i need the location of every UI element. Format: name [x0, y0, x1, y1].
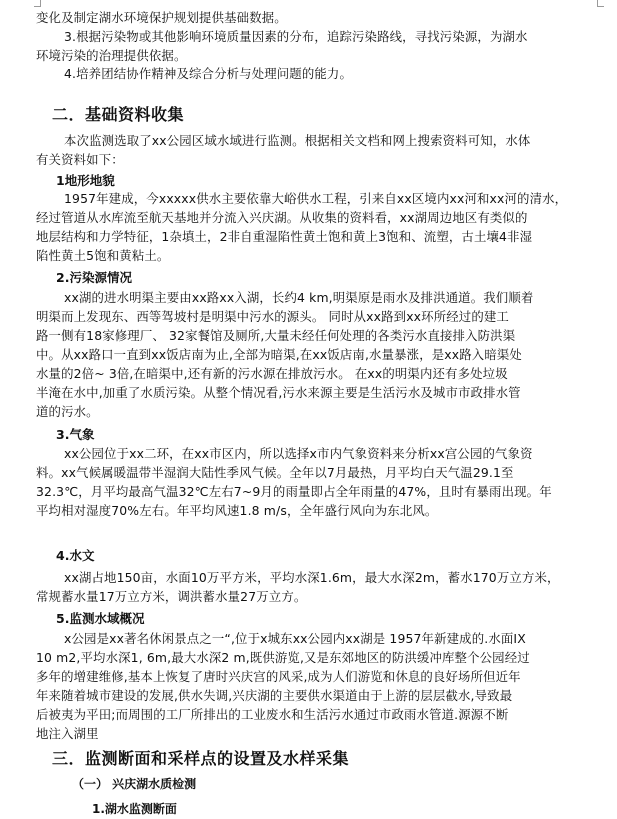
paragraph-line: 3.根据污染物或其他影响环境质量因素的分布，追踪污染路线，寻找污染源，为湖水: [64, 29, 528, 44]
paragraph-line: 本次监测选取了xx公园区域水域进行监测。根据相关文档和网上搜索资料可知，水体: [64, 133, 531, 148]
paragraph-line: 明渠而上发现东、西等驾坡村是明渠中污水的源头。 同时从xx路到xx环所经过的建工: [36, 309, 509, 324]
paragraph-line: 道的污水。: [36, 404, 99, 419]
paragraph-line: x公园是xx著名休闲景点之一“,位于x城东xx公园内xx湖是 1957年新建成的.水面IX: [64, 631, 526, 646]
paragraph-line: 平均相对湿度70%左右。年平均风速1.8 m/s，全年盛行风向为东北风。: [36, 503, 438, 518]
paragraph-line: 有关资料如下：: [36, 152, 124, 167]
subsection-heading: （一） 兴庆湖水质检测: [72, 777, 197, 791]
paragraph-line: xx湖占地150亩，水面10万平方米，平均水深1.6m，最大水深2m，蓄水170万立方米，: [64, 570, 560, 585]
paragraph-line: 多年的增建维修,基本上恢复了唐时兴庆宫的风采,成为人们游览和休息的良好场所但近年: [36, 669, 521, 684]
paragraph-line: 1957年建成，今xxxxx供水主要依靠大峪供水工程，引来自xx区境内xx河和xx河的清水，: [64, 191, 568, 206]
paragraph-line: 半淹在水中,加重了水质污染。从整个情况看,污水来源主要是生活污水及城市市政排水管: [36, 385, 521, 400]
page-corner-mark-left: [34, 0, 41, 7]
subsection-heading: 1地形地貌: [56, 173, 115, 188]
paragraph-line: 32.3℃，月平均最高气温32℃左右7~9月的雨量即占全年雨量的47%，且时有暴雨出现。年: [36, 484, 552, 499]
subsection-heading: 3.气象: [56, 427, 95, 442]
paragraph-line: 常规蓄水量17万立方米，调洪蓄水量27万立方。: [36, 589, 307, 604]
section-heading: 二．基础资料收集: [52, 105, 185, 124]
paragraph-line: xx公园位于xx二环，在xx市区内，所以选择x市内气象资料来分析xx宫公园的气象资: [64, 446, 533, 461]
paragraph-line: 经过管道从水库流至航天基地并分流入兴庆湖。从收集的资料看，xx湖周边地区有类似的: [36, 210, 528, 225]
page-corner-mark-right: [597, 0, 604, 7]
paragraph-line: 中。从xx路口一直到xx饭店南为止,全部为暗渠,在xx饭店南,水量暴涨，是xx路入暗渠处: [36, 347, 522, 362]
paragraph-line: 年来随着城市建设的发展,供水失调,兴庆湖的主要供水渠道由于上游的层层截水,导致最: [36, 688, 513, 703]
paragraph-line: 陷性黄土5饱和黄粘土。: [36, 248, 170, 263]
section-heading: 三．监测断面和采样点的设置及水样采集: [52, 749, 350, 768]
subsection-heading: 5.监测水域概况: [56, 611, 145, 626]
subsection-heading: 1.湖水监测断面: [92, 802, 177, 816]
paragraph-line: 水量的2倍~ 3倍,在暗渠中,还有新的污水源在排放污水。 在xx的明渠内还有多处垃圾: [36, 366, 508, 381]
paragraph-line: 4.培养团结协作精神及综合分析与处理问题的能力。: [64, 66, 353, 81]
paragraph-line: 地注入湖里: [36, 726, 99, 741]
subsection-heading: 4.水文: [56, 548, 95, 563]
paragraph-line: 变化及制定湖水环境保护规划提供基础数据。: [36, 10, 287, 25]
paragraph-line: 10 m2,平均水深1, 6m,最大水深2 m,既供游览,又是东郊地区的防洪缓冲库整个公园经过: [36, 650, 530, 665]
paragraph-line: 路一侧有18家修理厂、 32家餐馆及厕所,大量未经任何处理的各类污水直接排入防洪渠: [36, 328, 516, 343]
paragraph-line: 环境污染的治理提供依据。: [36, 48, 187, 63]
paragraph-line: 地层结构和力学特征，1杂填土，2非自重湿陷性黄土饱和黄上3饱和、流塑，古土壤4非湿: [36, 229, 533, 244]
subsection-heading: 2.污染源情况: [56, 270, 132, 285]
paragraph-line: 后被夷为平田;而周围的工厂所排出的工业废水和生活污水通过市政雨水管道.源源不断: [36, 707, 509, 722]
paragraph-line: xx湖的进水明渠主要由xx路xx入湖，长约4 km,明渠原是雨水及排洪通道。我们顺着: [64, 290, 534, 305]
paragraph-line: 料。xx气候属暖温带半湿润大陆性季风气候。全年以7月最热，月平均白天气温29.1至: [36, 465, 514, 480]
